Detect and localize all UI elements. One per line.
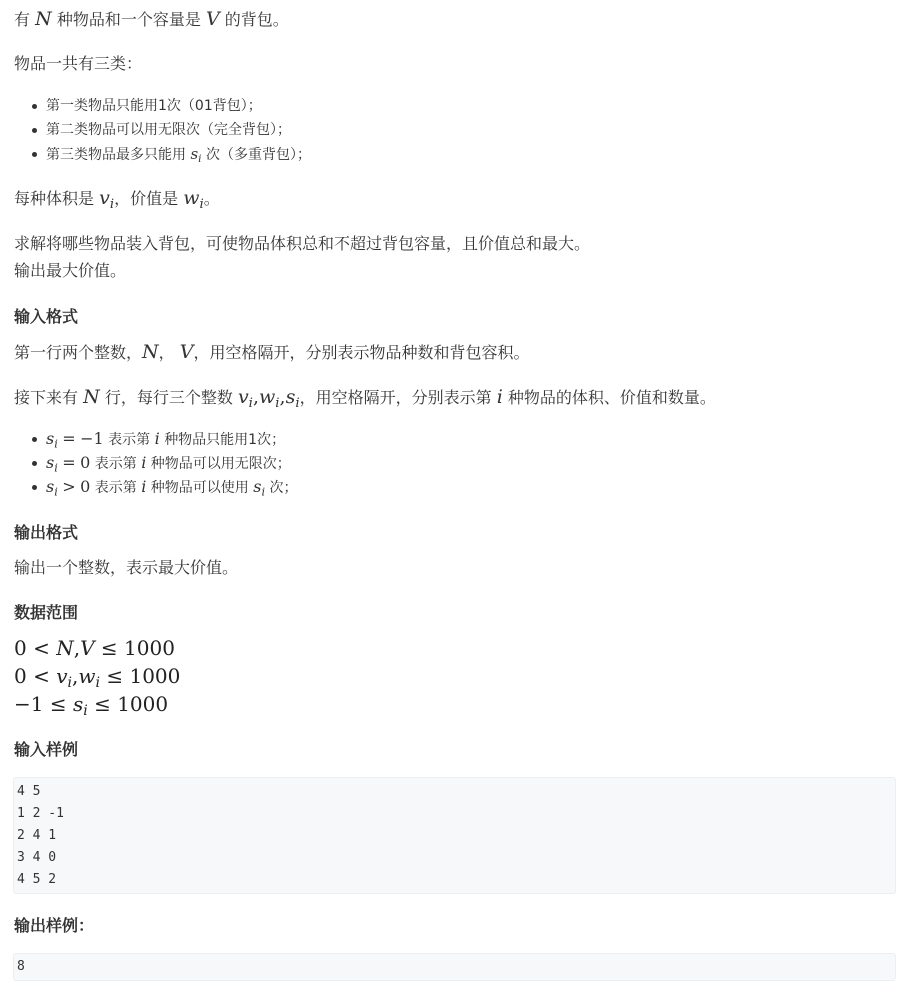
math-s: $s_i$ <box>46 453 58 475</box>
math-op: = <box>62 429 76 448</box>
rule-item-3 <box>46 477 297 498</box>
code-line: 8 <box>17 959 25 974</box>
math-op: > <box>62 477 76 496</box>
type-item-1: 第一类物品只能用1次（01背包）； <box>46 98 262 114</box>
text: ， <box>158 343 175 362</box>
math-i: i <box>141 453 147 472</box>
math-value: 0 <box>80 453 91 472</box>
type-item-2: 第二类物品可以用无限次（完全背包）； <box>46 122 291 138</box>
output-format-text: 输出一个整数，表示最大价值。 <box>14 558 239 577</box>
math-s: $s_i$ <box>253 477 266 499</box>
code-line: 1 2 -1 <box>17 806 64 821</box>
text: 种物品的体积、价值和数量。 <box>507 388 716 407</box>
bullet <box>32 461 37 466</box>
math-w: $w_i$ <box>183 187 204 212</box>
math-value: 0 <box>80 477 91 496</box>
math-i: i <box>496 386 503 408</box>
intro-text: ，价值是 <box>114 189 179 208</box>
text: 种物品可以用无限次； <box>150 456 291 472</box>
rule-item-2 <box>46 453 291 474</box>
text: ，用空格隔开，分别表示物品种数和背包容积。 <box>193 343 530 362</box>
math-v: V <box>205 8 220 30</box>
intro-paragraph-5: 输出最大价值。 <box>14 261 127 280</box>
input-format-heading: 输入格式 <box>14 307 79 326</box>
math-vws: $v_i,w_i,s_i$ <box>237 386 300 411</box>
math-value: −1 <box>80 429 104 448</box>
text: ，用空格隔开，分别表示第 <box>299 388 492 407</box>
bullet <box>32 437 37 442</box>
intro-paragraph-1 <box>14 8 289 31</box>
math-v: V <box>179 341 194 363</box>
math-n: N <box>83 386 100 408</box>
text: 接下来有 <box>14 388 79 407</box>
math-n: N <box>35 8 52 30</box>
intro-paragraph-3 <box>14 187 220 210</box>
intro-text: 种物品和一个容量是 <box>56 10 201 29</box>
text: 种物品可以使用 <box>150 480 249 496</box>
type-item-3 <box>46 144 311 165</box>
bullet <box>32 128 37 133</box>
range-line-3: $-1 \le s_i \le 1000$ <box>14 692 169 720</box>
intro-text: 。 <box>203 189 220 208</box>
range-line-2: $0 < v_i,w_i \le 1000$ <box>14 664 181 692</box>
intro-paragraph-2: 物品一共有三类： <box>14 54 143 73</box>
text: 表示第 <box>94 480 137 496</box>
text: 种物品只能用1次； <box>164 432 286 448</box>
sample-output-code-block[interactable] <box>13 953 896 981</box>
math-i: i <box>141 477 147 496</box>
bullet <box>32 104 37 109</box>
bullet <box>32 152 37 157</box>
range-line-1: 0 < N,V ≤ 1000 <box>14 636 175 660</box>
math-v: $v_i$ <box>99 187 115 212</box>
text: 行，每行三个整数 <box>104 388 233 407</box>
sample-input-heading: 输入样例 <box>14 740 79 759</box>
bullet <box>32 485 37 490</box>
text: 次； <box>269 480 298 496</box>
intro-paragraph-4: 求解将哪些物品装入背包，可使物品体积总和不超过背包容量，且价值总和最大。 <box>14 234 591 253</box>
math-s: $s_i$ <box>46 477 58 499</box>
type-text: 第三类物品最多只能用 <box>46 147 186 163</box>
text: 表示第 <box>94 456 137 472</box>
code-line: 4 5 2 <box>17 872 57 887</box>
code-line: 2 4 1 <box>17 828 57 843</box>
math-n: N <box>142 341 159 363</box>
math-s: $s_i$ <box>190 145 202 166</box>
output-format-heading: 输出格式 <box>14 523 79 542</box>
math-i: i <box>154 429 160 448</box>
text: 表示第 <box>108 432 151 448</box>
code-line: 4 5 <box>17 784 41 799</box>
intro-text: 有 <box>14 10 31 29</box>
text: 第一行两个整数， <box>14 343 143 362</box>
intro-text: 的背包。 <box>224 10 289 29</box>
intro-text: 每种体积是 <box>14 189 95 208</box>
input-format-line-2 <box>14 386 716 409</box>
type-text: 次（多重背包）； <box>205 147 311 163</box>
sample-output-heading: 输出样例： <box>14 916 95 935</box>
math-s: $s_i$ <box>46 429 58 451</box>
sample-input-code-block[interactable] <box>13 777 896 894</box>
data-range-heading: 数据范围 <box>14 603 79 622</box>
input-format-line-1 <box>14 341 530 364</box>
rule-item-1 <box>46 429 285 450</box>
code-line: 3 4 0 <box>17 850 57 865</box>
math-op: = <box>62 453 76 472</box>
